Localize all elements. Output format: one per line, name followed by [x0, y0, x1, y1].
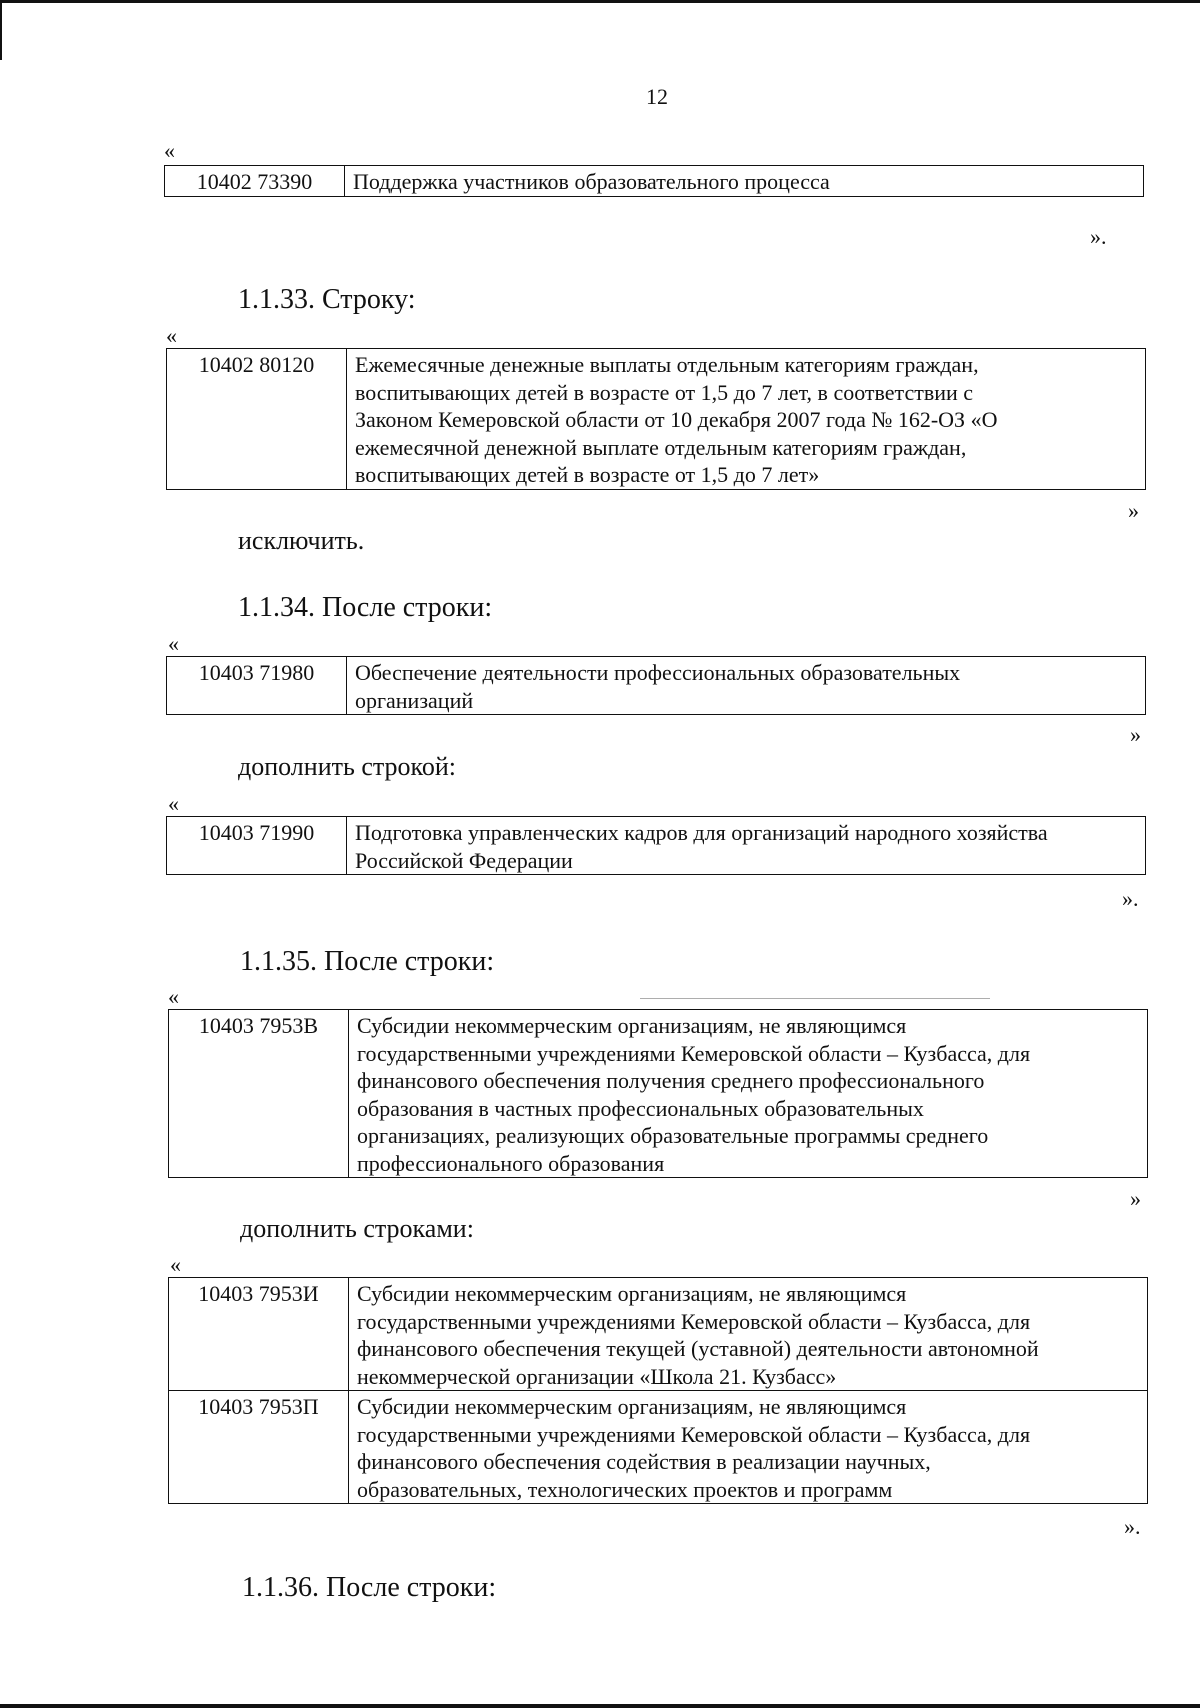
quote-close: »: [1128, 498, 1139, 523]
quote-close: ».: [1090, 224, 1107, 249]
row-code: 10403 7953И: [169, 1278, 349, 1391]
quote-open: «: [164, 138, 175, 163]
quote-close: »: [1130, 1186, 1141, 1211]
table-2: [166, 348, 1146, 490]
quote-close: ».: [1122, 886, 1139, 911]
table-6-body: [169, 1278, 1148, 1504]
row-description: [349, 1010, 1148, 1178]
table-3-body: [167, 657, 1146, 715]
description-line: Подготовка управленческих кадров для организаций народного хозяйства: [355, 820, 1048, 845]
table-5-body: [169, 1010, 1148, 1178]
section-heading-1-1-36: 1.1.36. После строки:: [242, 1572, 497, 1603]
table-4: [166, 816, 1146, 875]
description-line: Поддержка участников образовательного процесса: [353, 169, 830, 194]
row-code: 10403 7953П: [169, 1391, 349, 1504]
quote-open: «: [168, 984, 179, 1009]
description-line: профессионального образования: [357, 1150, 665, 1176]
description-line: организациях, реализующих образовательные программы среднего: [357, 1123, 989, 1148]
instruction-add-row: дополнить строкой:: [238, 752, 456, 781]
description-line: государственными учреждениями Кемеровской области – Кузбасса, для: [357, 1308, 1031, 1334]
description-line: финансового обеспечения текущей (уставной) деятельности автономной: [357, 1336, 1039, 1361]
row-description: [347, 817, 1146, 875]
description-line: воспитывающих детей в возрасте от 1,5 до 7 лет, в соответствии с: [355, 379, 974, 405]
instruction-exclude: исключить.: [238, 526, 365, 555]
description-line: образовательных, технологических проектов и программ: [357, 1476, 893, 1502]
row-description: [345, 166, 1144, 197]
scan-border-bottom: [0, 1704, 1200, 1708]
table-row: [165, 166, 1144, 197]
quote-open: «: [168, 791, 179, 816]
row-description: [349, 1391, 1148, 1504]
scan-border-top: [0, 0, 1200, 3]
table-row: [167, 657, 1146, 715]
page-number: 12: [646, 84, 668, 109]
quote-close: ».: [1124, 1514, 1141, 1539]
section-heading-1-1-35: 1.1.35. После строки:: [240, 946, 495, 977]
description-line: Субсидии некоммерческим организациям, не являющимся: [357, 1013, 907, 1038]
quote-open: «: [166, 323, 177, 348]
quote-open: «: [170, 1252, 181, 1277]
description-line: Субсидии некоммерческим организациям, не являющимся: [357, 1281, 907, 1306]
row-code: 10403 71990: [167, 817, 347, 875]
description-line: ежемесячной денежной выплате отдельным категориям граждан,: [355, 434, 967, 460]
table-row: [167, 817, 1146, 875]
description-line: Субсидии некоммерческим организациям, не являющимся: [357, 1394, 907, 1419]
row-code: 10402 73390: [165, 166, 345, 197]
row-code: 10403 7953В: [169, 1010, 349, 1178]
section-heading-1-1-34: 1.1.34. После строки:: [238, 592, 493, 623]
table-row: [167, 349, 1146, 490]
description-line: Ежемесячные денежные выплаты отдельным категориям граждан,: [355, 352, 979, 377]
description-line: государственными учреждениями Кемеровской области – Кузбасса, для: [357, 1421, 1031, 1447]
scan-artifact-line: [640, 998, 990, 999]
description-line: Законом Кемеровской области от 10 декабря 2007 года № 162-ОЗ «О: [355, 407, 998, 432]
table-row: [169, 1010, 1148, 1178]
table-row: [169, 1391, 1148, 1504]
description-line: финансового обеспечения содействия в реализации научных,: [357, 1449, 931, 1474]
table-2-body: [167, 349, 1146, 490]
row-description: [349, 1278, 1148, 1391]
table-4-body: [167, 817, 1146, 875]
description-line: некоммерческой организации «Школа 21. Кузбасс»: [357, 1363, 837, 1389]
description-line: финансового обеспечения получения среднего профессионального: [357, 1068, 985, 1093]
row-description: [347, 657, 1146, 715]
table-6: [168, 1277, 1148, 1504]
table-5: [168, 1009, 1148, 1178]
scan-border-left: [0, 0, 2, 60]
description-line: воспитывающих детей в возрасте от 1,5 до 7 лет»: [355, 462, 820, 487]
table-3: [166, 656, 1146, 715]
section-heading-1-1-33: 1.1.33. Строку:: [238, 284, 416, 315]
row-description: [347, 349, 1146, 490]
instruction-add-rows: дополнить строками:: [240, 1214, 474, 1243]
description-line: образования в частных профессиональных образовательных: [357, 1095, 924, 1121]
description-line: Российской Федерации: [355, 847, 573, 873]
table-1-body: [165, 166, 1144, 197]
quote-close: »: [1130, 722, 1141, 747]
table-1: [164, 165, 1144, 197]
row-code: 10403 71980: [167, 657, 347, 715]
description-line: Обеспечение деятельности профессиональных образовательных: [355, 660, 961, 685]
row-code: 10402 80120: [167, 349, 347, 490]
description-line: государственными учреждениями Кемеровской области – Кузбасса, для: [357, 1040, 1031, 1066]
table-row: [169, 1278, 1148, 1391]
description-line: организаций: [355, 687, 474, 713]
quote-open: «: [168, 631, 179, 656]
